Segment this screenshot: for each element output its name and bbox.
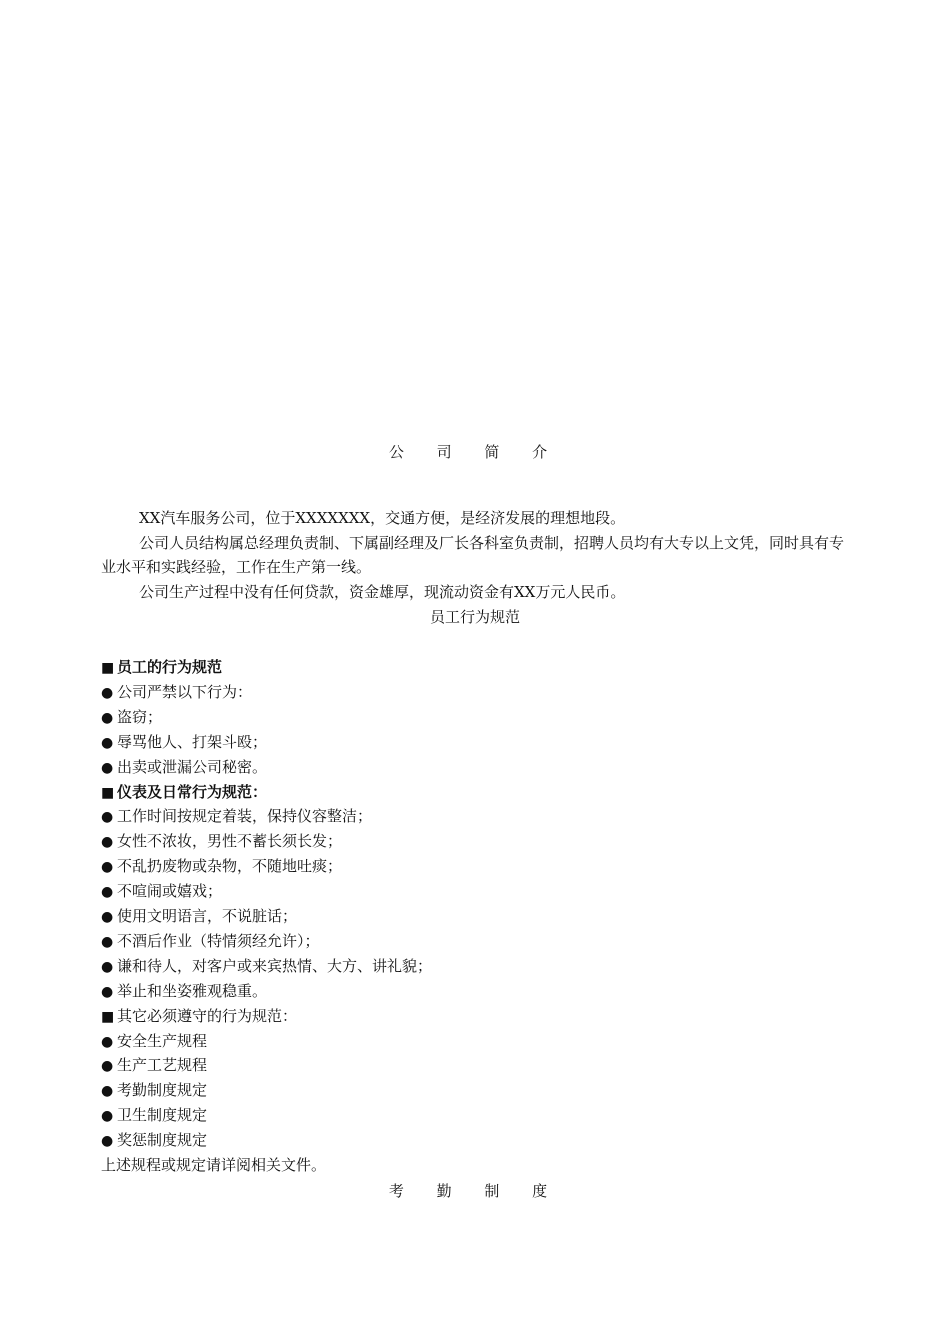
- square-bullet-icon: ■: [101, 1009, 115, 1025]
- bullet-icon: ●: [101, 834, 114, 850]
- attendance-title: 考 勤 制 度: [388, 1182, 562, 1200]
- bullet-icon: ●: [101, 934, 114, 950]
- intro-paragraph-3: 公司生产过程中没有任何贷款，资金雄厚，现流动资金有XX万元人民币。: [139, 583, 626, 601]
- bullet-icon: ●: [101, 760, 114, 776]
- section-heading-appearance: ■ 仪表及日常行为规范：: [101, 783, 268, 801]
- bullet-icon: ●: [101, 884, 114, 900]
- bullet-icon: ●: [101, 735, 114, 751]
- section-heading-employee-conduct: ■ 员工的行为规范: [101, 658, 223, 676]
- square-bullet-icon: ■: [101, 660, 115, 676]
- bullet-icon: ●: [101, 809, 114, 825]
- list-item: ● 女性不浓妆，男性不蓄长须长发；: [101, 832, 343, 850]
- list-item: ● 公司严禁以下行为：: [101, 683, 253, 701]
- bullet-icon: ●: [101, 1034, 114, 1050]
- section-heading-other-rules: ■ 其它必须遵守的行为规范：: [101, 1007, 298, 1025]
- list-item: ● 出卖或泄漏公司秘密。: [101, 758, 268, 776]
- list-item: ● 考勤制度规定: [101, 1081, 208, 1099]
- conduct-title: 员工行为规范: [429, 608, 520, 626]
- list-item: ● 辱骂他人、打架斗殴；: [101, 733, 268, 751]
- bullet-icon: ●: [101, 1058, 114, 1074]
- list-item: ● 使用文明语言，不说脏话；: [101, 907, 298, 925]
- intro-paragraph-2: 公司人员结构属总经理负责制、下属副经理及厂长各科室负责制，招聘人员均有大专以上文凭，同时具有专业水平和实践经验，工作在生产第一线。: [101, 534, 845, 576]
- bullet-icon: ●: [101, 959, 114, 975]
- bullet-icon: ●: [101, 984, 114, 1000]
- bullet-icon: ●: [101, 1108, 114, 1124]
- intro-paragraph-1: XX汽车服务公司，位于XXXXXXX，交通方便，是经济发展的理想地段。: [139, 509, 626, 527]
- company-intro-title: 公 司 简 介: [388, 443, 562, 461]
- square-bullet-icon: ■: [101, 785, 115, 801]
- bullet-icon: ●: [101, 710, 114, 726]
- list-item: ● 谦和待人，对客户或来宾热情、大方、讲礼貌；: [101, 957, 433, 975]
- bullet-icon: ●: [101, 685, 114, 701]
- list-item: ● 不乱扔废物或杂物，不随地吐痰；: [101, 857, 343, 875]
- list-item: ● 不酒后作业（特情须经允许）；: [101, 932, 320, 950]
- bullet-icon: ●: [101, 859, 114, 875]
- bullet-icon: ●: [101, 909, 114, 925]
- list-item: ● 不喧闹或嬉戏；: [101, 882, 223, 900]
- list-item: ● 举止和坐姿雅观稳重。: [101, 982, 268, 1000]
- list-item: ● 工作时间按规定着装，保持仪容整洁；: [101, 807, 373, 825]
- list-item: ● 奖惩制度规定: [101, 1131, 208, 1149]
- closing-note: 上述规程或规定请详阅相关文件。: [101, 1156, 327, 1174]
- list-item: ● 卫生制度规定: [101, 1106, 208, 1124]
- list-item: ● 盗窃；: [101, 708, 163, 726]
- list-item: ● 生产工艺规程: [101, 1056, 208, 1074]
- bullet-icon: ●: [101, 1133, 114, 1149]
- bullet-icon: ●: [101, 1083, 114, 1099]
- list-item: ● 安全生产规程: [101, 1032, 208, 1050]
